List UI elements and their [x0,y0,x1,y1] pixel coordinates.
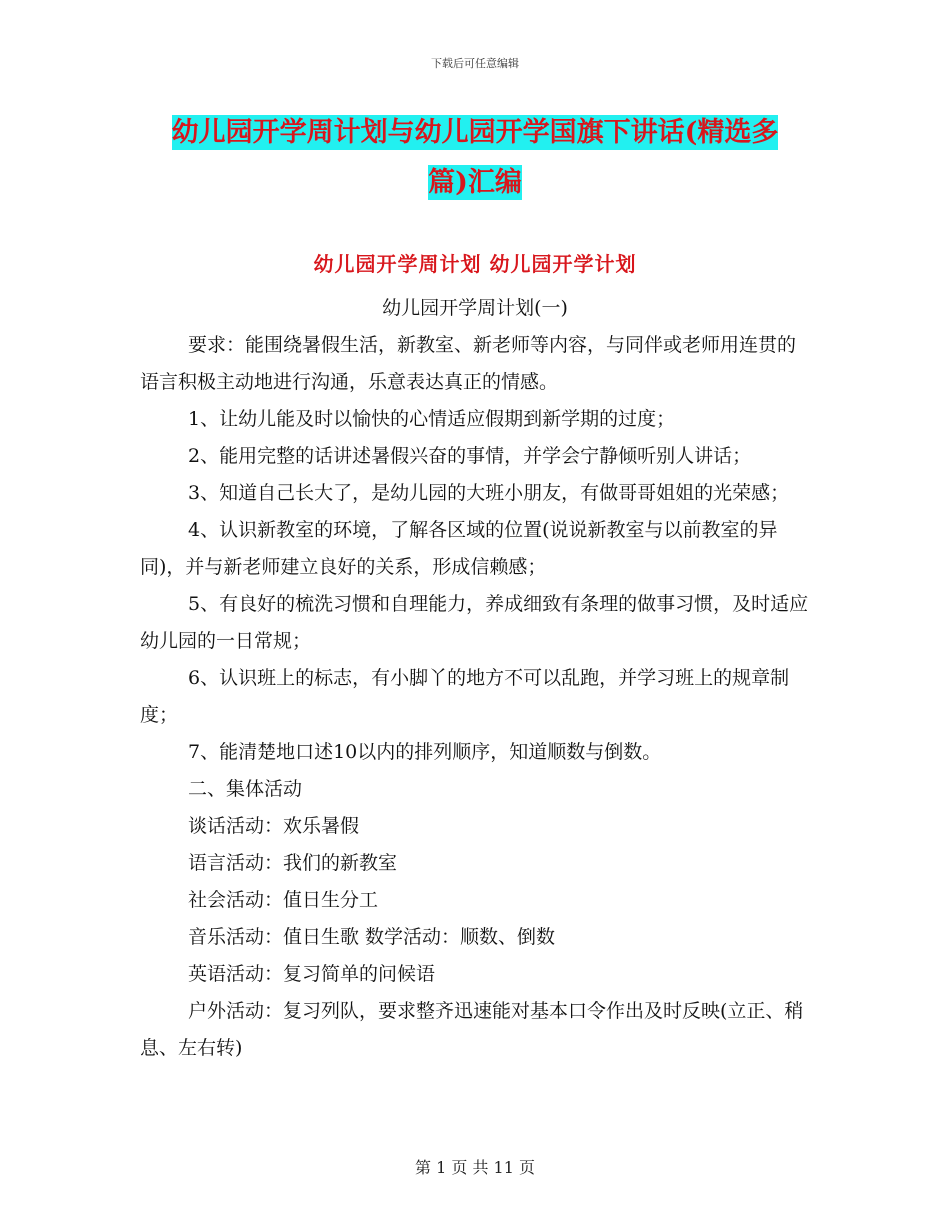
activity-social: 社会活动：值日生分工 [188,889,379,911]
paragraph-item-5: 5、有良好的梳洗习惯和自理能力，养成细致有条理的做事习惯，及时适应幼儿园的一日常规； [140,593,809,652]
activities-heading: 二、集体活动 [188,778,303,800]
activity-language: 语言活动：我们的新教室 [188,852,398,874]
paragraph-requirements: 要求：能围绕暑假生活，新教室、新老师等内容，与同伴或老师用连贯的语言积极主动地进行沟通，乐意表达真正的情感。 [140,334,797,393]
header-note: 下载后可任意编辑 [431,57,519,70]
activity-outdoor: 户外活动：复习列队，要求整齐迅速能对基本口令作出及时反映(立正、稍息、左右转) [140,1000,804,1059]
paragraph-item-4: 4、认识新教室的环境，了解各区域的位置(说说新教室与以前教室的异同)，并与新老师建立良好的关系，形成信赖感； [140,519,778,578]
document-title-line1: 幼儿园开学周计划与幼儿园开学国旗下讲话(精选多 [171,117,779,148]
paragraph-item-7: 7、能清楚地口述10以内的排列顺序，知道顺数与倒数。 [188,741,662,763]
activity-english: 英语活动：复习简单的问候语 [188,963,436,985]
paragraph-item-2: 2、能用完整的话讲述暑假兴奋的事情，并学会宁静倾听别人讲话； [188,445,752,467]
body-text [140,290,810,1067]
activity-talk: 谈话活动：欢乐暑假 [188,815,360,837]
activity-music-math: 音乐活动：值日生歌 数学活动：顺数、倒数 [188,926,556,948]
document-title-line2: 篇)汇编 [428,167,522,198]
plan-subtitle: 幼儿园开学周计划(一) [382,297,568,319]
paragraph-item-6: 6、认识班上的标志，有小脚丫的地方不可以乱跑，并学习班上的规章制度； [140,667,790,726]
paragraph-item-3: 3、知道自己长大了，是幼儿园的大班小朋友，有做哥哥姐姐的光荣感； [188,482,790,504]
page-footer: 第 1 页 共 11 页 [415,1158,535,1177]
document-title [150,108,800,208]
paragraph-item-1: 1、让幼儿能及时以愉快的心情适应假期到新学期的过度； [188,408,676,430]
section-heading: 幼儿园开学周计划 幼儿园开学计划 [313,252,637,276]
